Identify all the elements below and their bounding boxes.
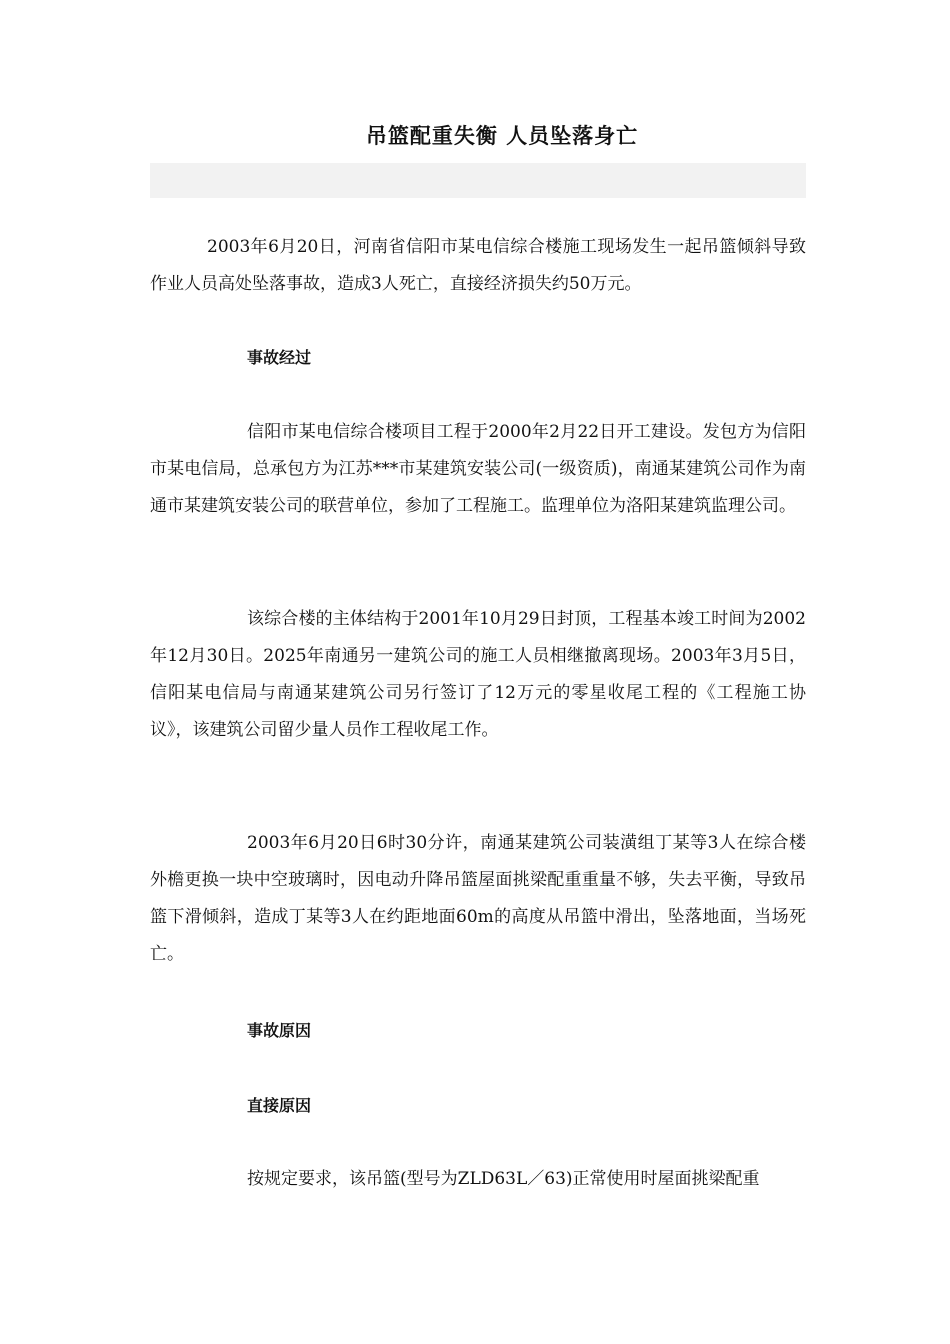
section-heading-process: 事故经过 [247,348,312,367]
direct-cause-paragraph: 按规定要求，该吊篮(型号为ZLD63L／63)正常使用时屋面挑梁配重 [247,1169,760,1189]
process-paragraph-1: 信阳市某电信综合楼项目工程于2000年2月22日开工建设。发包方为信阳市某电信局，总承包方为江苏***市某建筑安装公司(一级资质)，南通某建筑公司作为南通市某建筑安装公司的联营单位，参加了工程施工。监理单位为洛阳某建筑监理公司。 [150,422,806,516]
document-title: 吊篮配重失衡 人员坠落身亡 [365,124,639,148]
process-paragraph-3: 2003年6月20日6时30分许，南通某建筑公司装潢组丁某等3人在综合楼外檐更换一块中空玻璃时，因电动升降吊篮屋面挑梁配重重量不够，失去平衡，导致吊篮下滑倾斜，造成丁某等3人在约距地面60m的高度从吊篮中滑出，坠落地面，当场死亡。 [150,833,806,964]
intro-paragraph: 2003年6月20日，河南省信阳市某电信综合楼施工现场发生一起吊篮倾斜导致作业人员高处坠落事故，造成3人死亡，直接经济损失约50万元。 [150,237,806,294]
section-heading-cause: 事故原因 [247,1021,312,1040]
section-heading-direct-cause: 直接原因 [247,1096,312,1115]
title-underline-band [150,163,806,198]
process-paragraph-2: 该综合楼的主体结构于2001年10月29日封顶，工程基本竣工时间为2002年12月30日。2025年南通另一建筑公司的施工人员相继撤离现场。2003年3月5日，信阳某电信局与南通某建筑公司另行签订了12万元的零星收尾工程的《工程施工协议》，该建筑公司留少量人员作工程收尾工作。 [150,609,806,740]
